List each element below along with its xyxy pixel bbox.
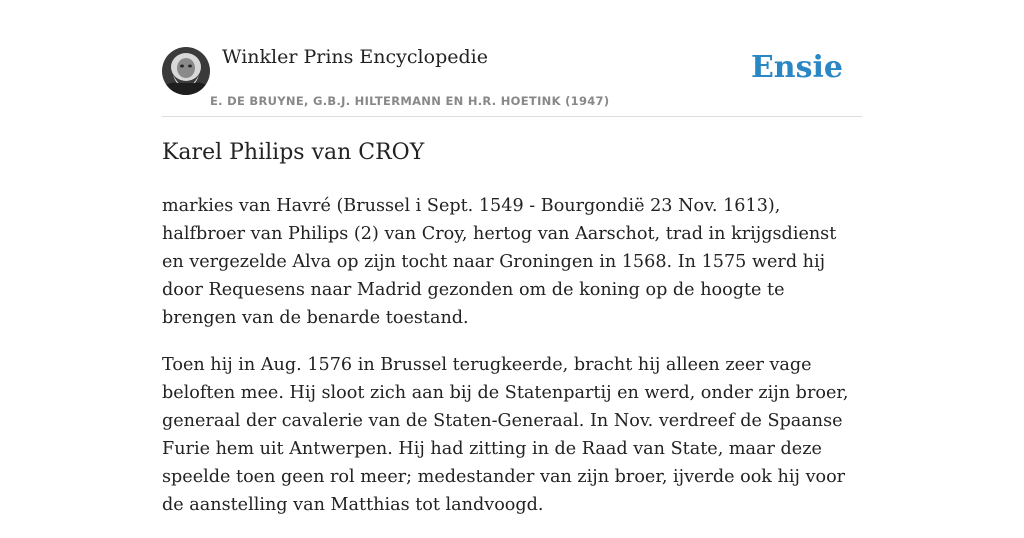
article-title: Karel Philips van CROY [162,140,425,165]
article-body [162,192,862,538]
portrait-image [162,47,210,95]
source-title[interactable]: Winkler Prins Encyclopedie [222,46,488,68]
source-header [162,0,862,117]
article-paragraph: markies van Havré (Brussel i Sept. 1549 - Bourgondië 23 Nov. 1613), halfbroer van Philips (2) van Croy, hertog van Aarschot, trad in krijgsdienst en vergezelde Alva op zijn tocht naar Groningen in 1568. In 1575 werd hij door Requesens naar Madrid gezonden om de koning op de hoogte te brengen van de benarde toestand. [162,196,837,328]
page [162,0,862,515]
authors-line: E. DE BRUYNE, G.B.J. HILTERMANN EN H.R. HOETINK (1947) [210,94,610,108]
brand-logo[interactable]: Ensie [750,50,843,85]
article-paragraph: Toen hij in Aug. 1576 in Brussel terugkeerde, bracht hij alleen zeer vage beloften mee. Hij sloot zich aan bij de Statenpartij en werd, onder zijn broer, generaal der cavalerie van de Staten-Generaal. In Nov. verdreef de Spaanse Furie hem uit Antwerpen. Hij had zitting in de Raad van State, maar deze speelde toen geen rol meer; medestander van zijn broer, ijverde ook hij voor de aanstelling van Matthias tot landvoogd. [162,355,849,515]
author-avatar[interactable] [162,47,210,95]
